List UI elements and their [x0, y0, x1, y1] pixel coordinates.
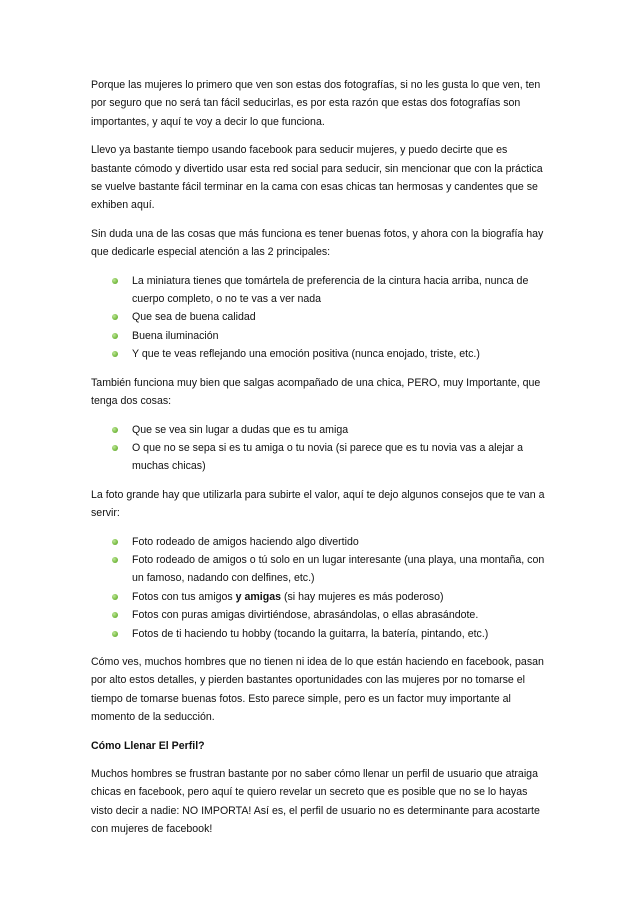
- section-heading: Cómo Llenar El Perfil?: [91, 739, 205, 752]
- list-item: La miniatura tienes que tomártela de preferencia de la cintura hacia arriba, nunca de cuerpo completo, o no te vas a ver nada: [112, 272, 546, 309]
- list-item: Que sea de buena calidad: [112, 308, 546, 326]
- list-item: Fotos con puras amigas divirtiéndose, abrasándolas, o ellas abrasándote.: [112, 606, 546, 624]
- paragraph-profile: Muchos hombres se frustran bastante por no saber cómo llenar un perfil de usuario que atraiga chicas en facebook, pero aquí te quiero revelar un secreto que es posible que no se lo hayas visto decir a nadie: NO IMPORTA! Así es, el perfil de usuario no es determinante para acostarte con mujeres de facebook!: [91, 768, 540, 836]
- green-dot-icon: [112, 594, 118, 600]
- green-dot-icon: [112, 278, 118, 284]
- green-dot-icon: [112, 631, 118, 637]
- green-dot-icon: [112, 314, 118, 320]
- paragraph-intro: Porque las mujeres lo primero que ven son estas dos fotografías, si no les gusta lo que ven, ten por seguro que no será tan fácil seducirlas, es por esta razón que estas dos fotografías son importantes, y aquí te voy a decir lo que funciona.: [91, 79, 541, 128]
- paragraph-experience: Llevo ya bastante tiempo usando facebook para seducir mujeres, y puedo decirte que es bastante cómodo y divertido usar esta red social para seducir, sin mencionar que con la práctica se vuelve bastante fácil terminar en la cama con esas chicas tan hermosas y candentes que se exhiben aquí.: [91, 144, 543, 212]
- green-dot-icon: [112, 351, 118, 357]
- paragraph-photos: Sin duda una de las cosas que más funciona es tener buenas fotos, y ahora con la biografía hay que dedicarle especial atención a las 2 principales:: [91, 227, 544, 259]
- list-item: O que no se sepa si es tu amiga o tu novia (si parece que es tu novia vas a alejar a muchas chicas): [112, 439, 546, 476]
- paragraph-with-girl: También funciona muy bien que salgas acompañado de una chica, PERO, muy Importante, que tenga dos cosas:: [91, 376, 541, 408]
- list-item: Fotos con tus amigos y amigas (si hay mujeres es más poderoso): [112, 588, 546, 606]
- list-item: Y que te veas reflejando una emoción positiva (nunca enojado, triste, etc.): [112, 345, 546, 363]
- paragraph-conclusion: Cómo ves, muchos hombres que no tienen ni idea de lo que están haciendo en facebook, pasan por alto estos detalles, y pierden bastantes oportunidades con las mujeres por no tomarse el tiempo de tomarse buenas fotos. Esto parece simple, pero es un factor muy importante al momento de la seducción.: [91, 655, 544, 724]
- green-dot-icon: [112, 427, 118, 433]
- green-dot-icon: [112, 445, 118, 451]
- green-dot-icon: [112, 539, 118, 545]
- list-item: Buena iluminación: [112, 327, 546, 345]
- list-item: Foto rodeado de amigos haciendo algo divertido: [112, 533, 546, 551]
- list-item: Foto rodeado de amigos o tú solo en un lugar interesante (una playa, una montaña, con un famoso, nadando con delfines, etc.): [112, 551, 546, 588]
- green-dot-icon: [112, 557, 118, 563]
- cover-photo-tips-list: [91, 533, 546, 643]
- green-dot-icon: [112, 612, 118, 618]
- companion-tips-list: [91, 421, 546, 476]
- thumbnail-tips-list: [91, 272, 546, 364]
- green-dot-icon: [112, 333, 118, 339]
- list-item: Fotos de ti haciendo tu hobby (tocando la guitarra, la batería, pintando, etc.): [112, 625, 546, 643]
- paragraph-cover-photo: La foto grande hay que utilizarla para subirte el valor, aquí te dejo algunos consejos que te van a servir:: [91, 488, 545, 520]
- list-item: Que se vea sin lugar a dudas que es tu amiga: [112, 421, 546, 439]
